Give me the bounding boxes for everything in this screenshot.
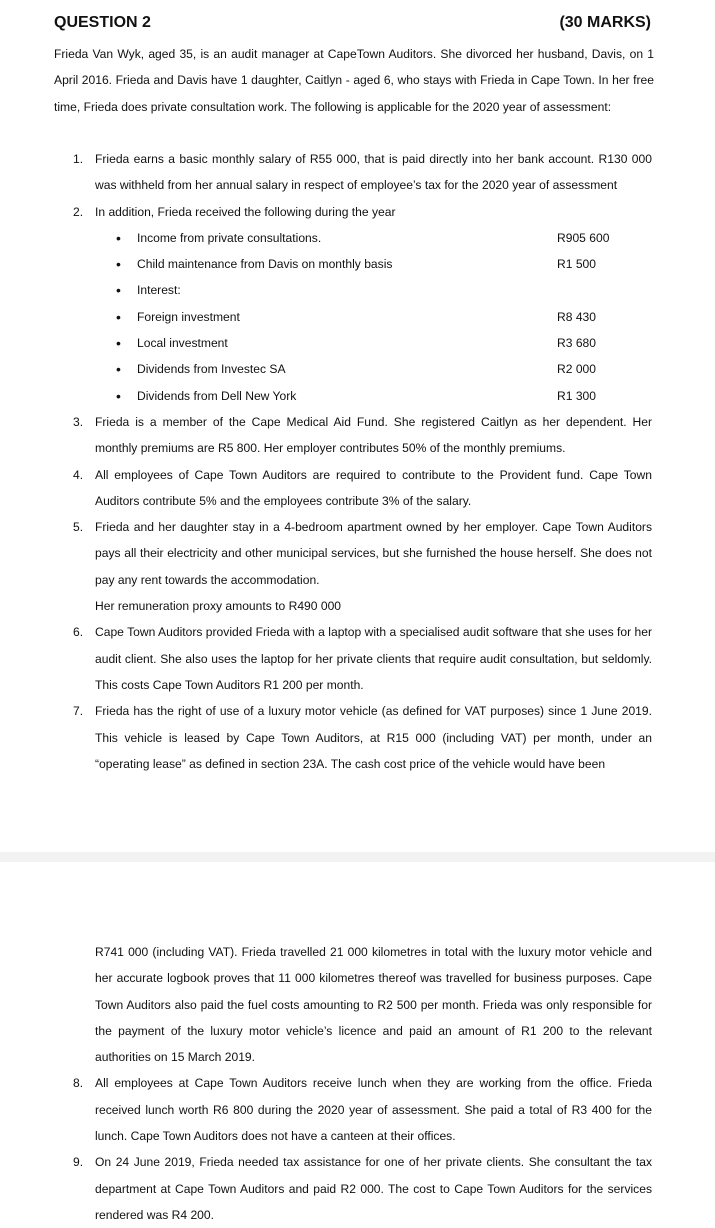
bullet-icon: • bbox=[116, 256, 121, 273]
item-number: 8. bbox=[73, 1076, 84, 1091]
page-break bbox=[0, 852, 715, 862]
item-text: All employees at Cape Town Auditors receive lunch when they are working from the office. Frieda received lunch worth R6 800 during the 2020 year of assessment. She paid a total of R3 400 for the lunch. Cape Town Auditors does not have a canteen at their offices. bbox=[95, 1076, 652, 1144]
bullet-amount: R8 430 bbox=[557, 309, 596, 324]
document-page-2 bbox=[0, 862, 715, 1222]
item-text: On 24 June 2019, Frieda needed tax assistance for one of her private clients. She consultant the tax department at Cape Town Auditors and paid R2 000. The cost to Cape Town Auditors for the services rendered was R4 200. bbox=[95, 1155, 652, 1222]
bullet-row bbox=[0, 304, 715, 330]
list-item-8 bbox=[0, 1070, 715, 1149]
list-item-2 bbox=[0, 199, 715, 225]
bullet-row bbox=[0, 356, 715, 382]
item-number: 5. bbox=[73, 520, 84, 535]
bullet-row bbox=[0, 251, 715, 277]
intro-paragraph: Frieda Van Wyk, aged 35, is an audit manager at CapeTown Auditors. She divorced her husband, Davis, on 1 April 2016. Frieda and Davis have 1 daughter, Caitlyn - aged 6, who stays with Frieda in Cape Town. In her free time, Frieda does private consultation work. The following is applicable for the 2020 year of assessment: bbox=[54, 47, 654, 114]
bullet-icon: • bbox=[116, 282, 121, 299]
item-number: 1. bbox=[73, 152, 84, 166]
list-item-5 bbox=[0, 514, 715, 619]
question-header bbox=[54, 14, 651, 36]
bullet-icon: • bbox=[116, 335, 121, 352]
bullet-row bbox=[0, 330, 715, 356]
list-item-3 bbox=[0, 409, 715, 462]
numbered-list bbox=[0, 146, 715, 777]
income-bullet-list bbox=[0, 225, 715, 409]
bullet-amount: R3 680 bbox=[557, 336, 596, 351]
bullet-label: Dividends from Investec SA bbox=[137, 362, 286, 377]
bullet-amount: R1 300 bbox=[557, 388, 596, 403]
item-text: Frieda and her daughter stay in a 4-bedroom apartment owned by her employer. Cape Town Auditors pays all their electricity and other municipal services, but she furnished the house herself. She does not pay any rent towards the accommodation. bbox=[95, 520, 652, 587]
bullet-label: Foreign investment bbox=[137, 309, 240, 324]
bullet-row bbox=[0, 383, 715, 409]
bullet-icon: • bbox=[116, 387, 121, 404]
bullet-label: Income from private consultations. bbox=[137, 230, 322, 245]
list-item-7-continued bbox=[0, 939, 715, 1070]
bullet-icon: • bbox=[116, 361, 121, 378]
bullet-row bbox=[0, 277, 715, 303]
list-item-9 bbox=[0, 1149, 715, 1228]
bullet-amount: R2 000 bbox=[557, 362, 596, 377]
item-text: Frieda has the right of use of a luxury motor vehicle (as defined for VAT purposes) since 1 June 2019. This vehicle is leased by Cape Town Auditors, at R15 000 (including VAT) per month, under an “operating lease” as defined in section 23A. The cash cost price of the vehicle would have been bbox=[95, 704, 652, 771]
item-text: R741 000 (including VAT). Frieda travelled 21 000 kilometres in total with the luxury motor vehicle and her accurate logbook proves that 11 000 kilometres thereof was travelled for business purposes. Cape Town Auditors also paid the fuel costs amounting to R2 500 per month. Frieda was only responsible for the payment of the luxury motor vehicle’s licence and paid an amount of R1 200 to the relevant authorities on 15 March 2019. bbox=[95, 945, 652, 1065]
bullet-amount: R905 600 bbox=[557, 230, 610, 245]
numbered-list-continued bbox=[0, 939, 715, 1228]
bullet-icon: • bbox=[116, 308, 121, 325]
item-number: 2. bbox=[73, 204, 84, 219]
bullet-label: Interest: bbox=[137, 283, 181, 298]
bullet-amount: R1 500 bbox=[557, 257, 596, 272]
list-item-6 bbox=[0, 619, 715, 698]
bullet-label: Local investment bbox=[137, 336, 228, 351]
bullet-label: Child maintenance from Davis on monthly basis bbox=[137, 257, 393, 272]
bullet-label: Dividends from Dell New York bbox=[137, 388, 297, 403]
remuneration-proxy-note: Her remuneration proxy amounts to R490 000 bbox=[95, 599, 342, 614]
bullet-row bbox=[0, 225, 715, 251]
item-text: In addition, Frieda received the following during the year bbox=[95, 204, 396, 219]
item-text: Frieda is a member of the Cape Medical Aid Fund. She registered Caitlyn as her dependent. Her monthly premiums are R5 800. Her employer contributes 50% of the monthly premiums. bbox=[95, 414, 652, 456]
item-number: 7. bbox=[73, 704, 84, 719]
list-item-1 bbox=[0, 146, 715, 199]
item-number: 9. bbox=[73, 1155, 84, 1170]
question-title: QUESTION 2 bbox=[54, 14, 151, 31]
item-number: 4. bbox=[73, 467, 84, 482]
list-item-7 bbox=[0, 698, 715, 777]
list-item-4 bbox=[0, 462, 715, 515]
question-marks: (30 MARKS) bbox=[559, 14, 651, 31]
item-text: All employees of Cape Town Auditors are required to contribute to the Provident fund. Cape Town Auditors contribute 5% and the employees contribute 3% of the salary. bbox=[95, 467, 652, 508]
item-text: Cape Town Auditors provided Frieda with a laptop with a specialised audit software that she uses for her audit client. She also uses the laptop for her private clients that require audit consultation, but seldomly. This costs Cape Town Auditors R1 200 per month. bbox=[95, 625, 652, 692]
bullet-icon: • bbox=[116, 229, 121, 246]
item-number: 3. bbox=[73, 414, 84, 429]
item-text: Frieda earns a basic monthly salary of R55 000, that is paid directly into her bank account. R130 000 was withheld from her annual salary in respect of employee’s tax for the 2020 year of assessment bbox=[95, 152, 652, 193]
item-number: 6. bbox=[73, 625, 84, 640]
